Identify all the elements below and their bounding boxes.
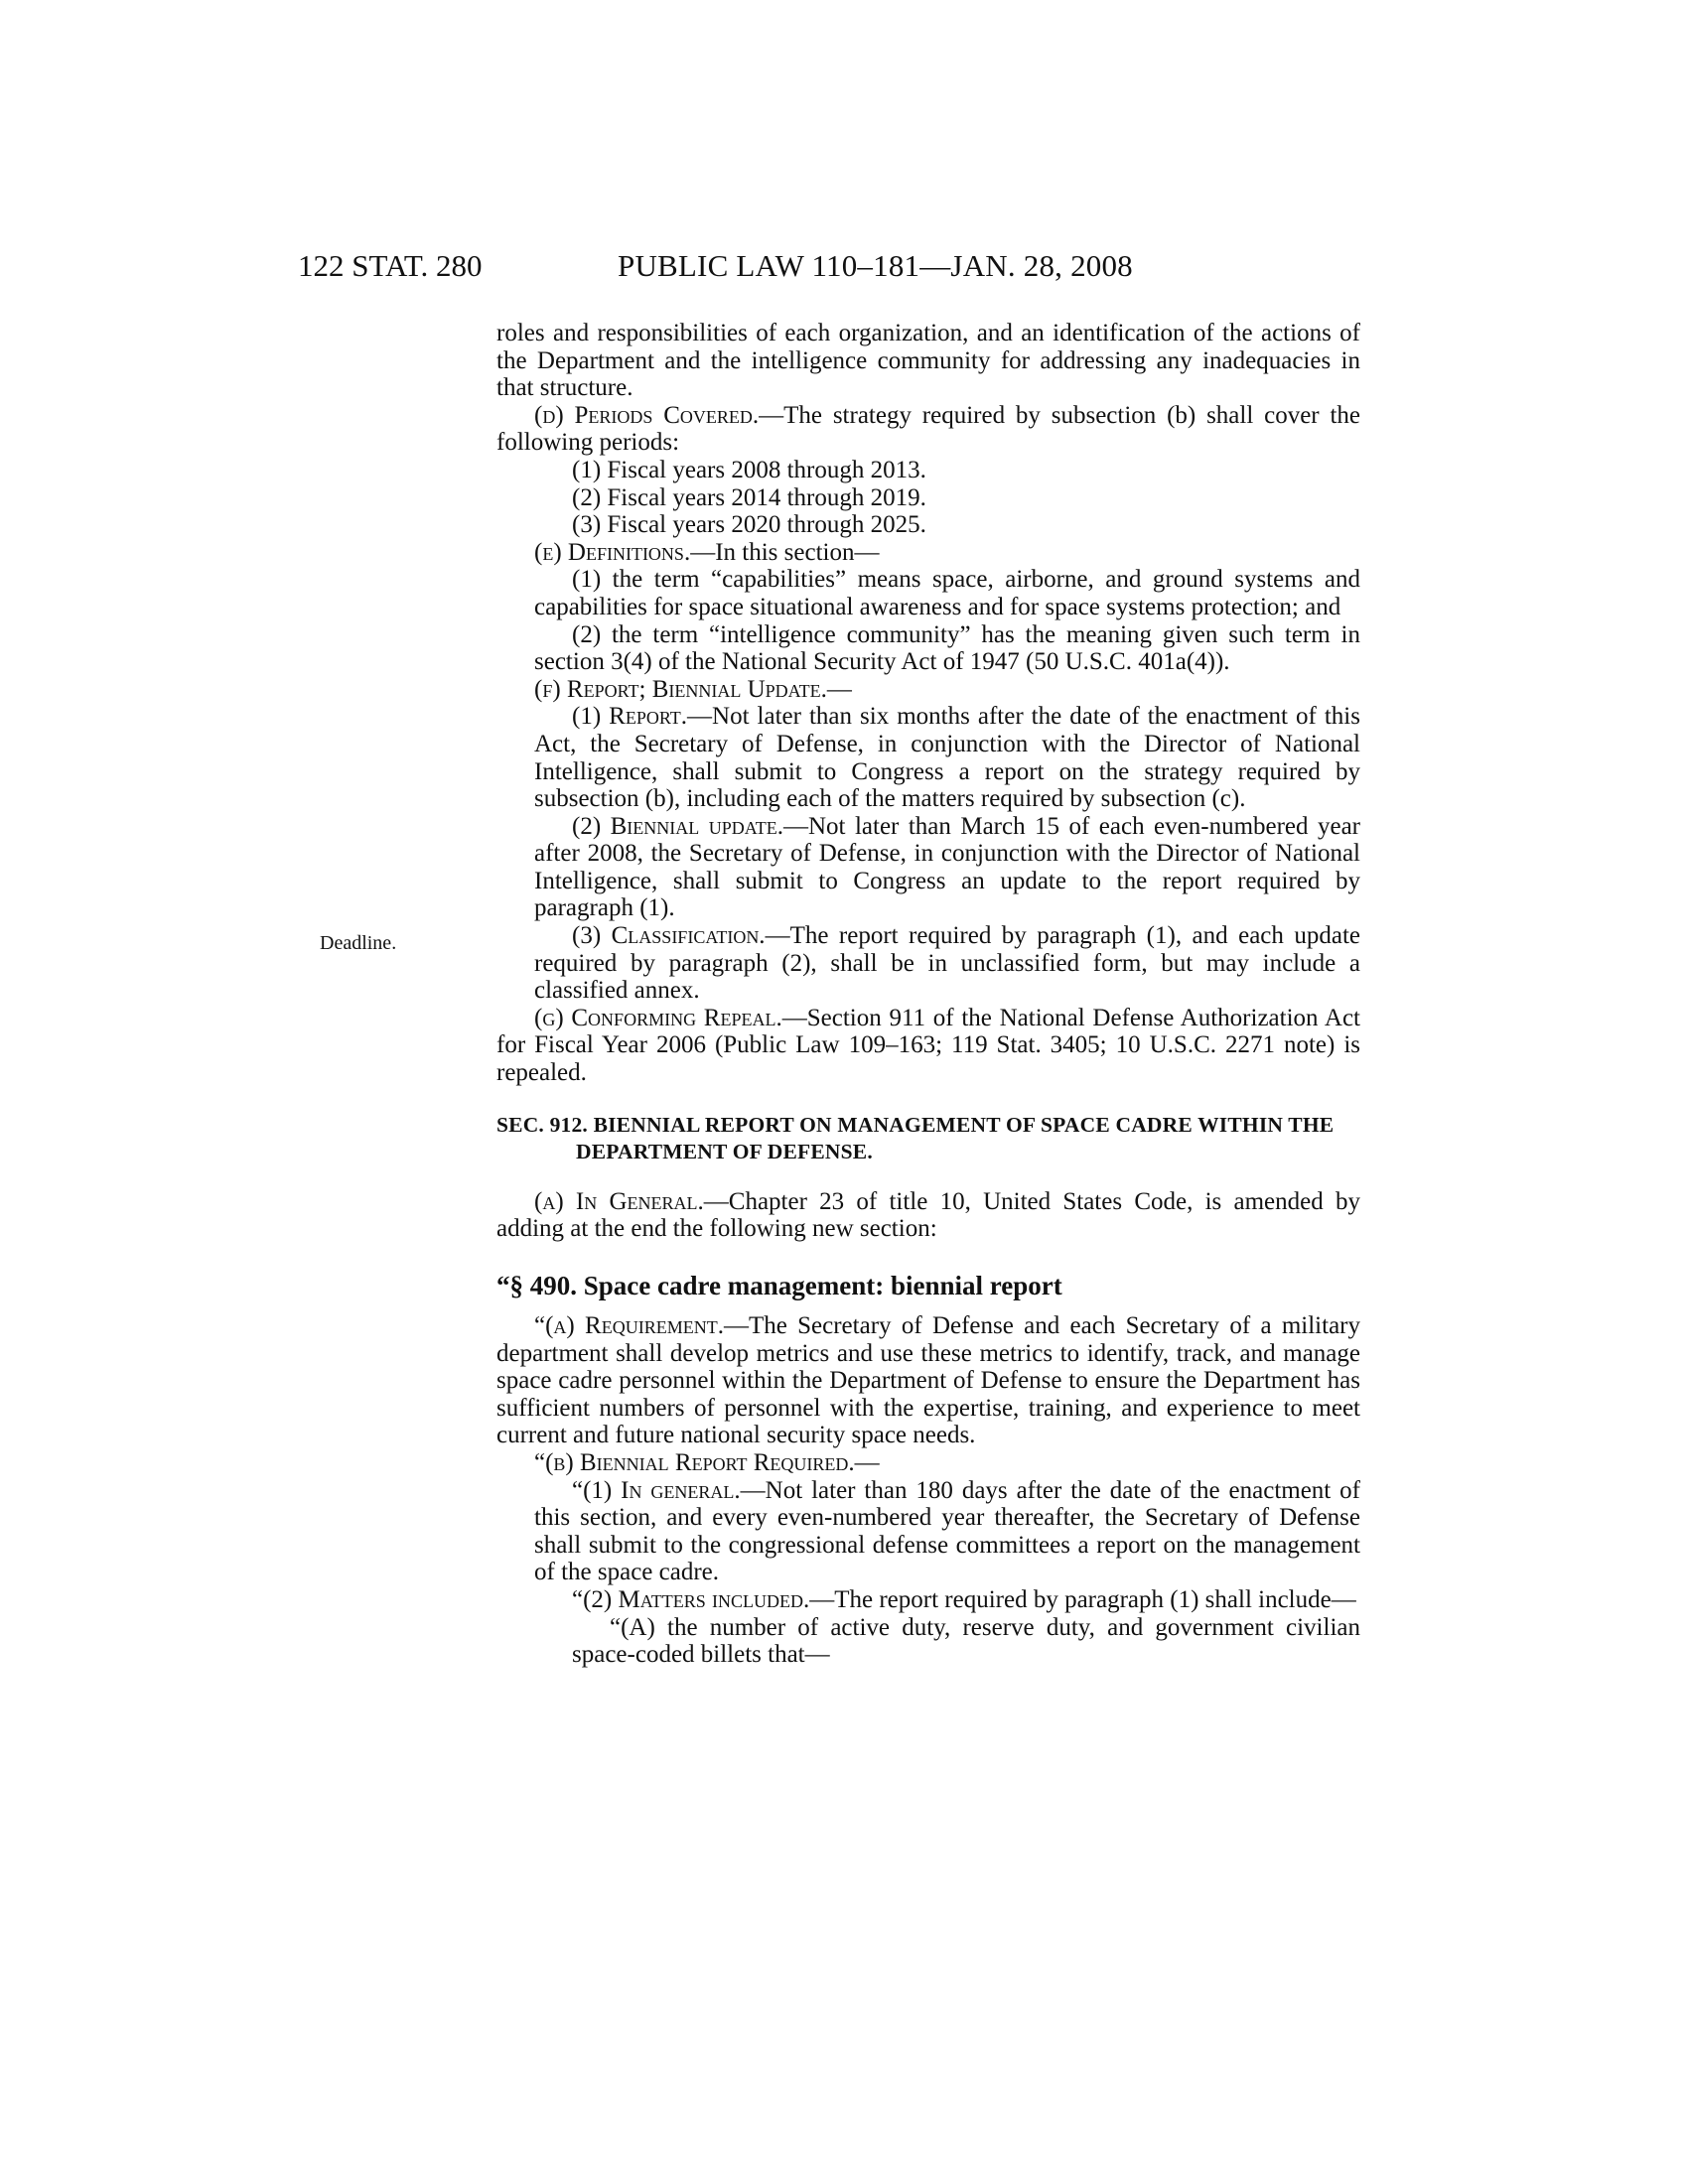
section-heading: SEC. 912. BIENNIAL REPORT ON MANAGEMENT OF SPACE CADRE WITHIN THE DEPARTMENT OF DEFENSE. (496, 1112, 1335, 1164)
subsection-a-text: —Chapter 23 of title 10, United States Code, is amended by adding at the end the following new section: (496, 1187, 1360, 1243)
paragraph-heading: In general. (621, 1476, 741, 1504)
paragraph-text: —Not later than six months after the date of the enactment of this Act, the Secretary of Defense, in conjunction with the Director of National Intelligence, shall submit to Congress a report on the strategy required by subsection (b), including each of the matters required by subsection (c). (534, 703, 1360, 813)
paragraph-classification (496, 922, 1360, 1005)
paragraph-text: —The report required by paragraph (1), and each update required by paragraph (2), shall be in unclassified form, but may include a classified annex. (534, 922, 1360, 1005)
page-stat-number: 122 STAT. 280 (298, 248, 483, 283)
paragraph-heading: Report. (609, 703, 688, 731)
subsection-a (496, 1188, 1360, 1243)
subsection-f (496, 676, 1360, 704)
definition-intelligence-community: (2) the term “intelligence community” has the meaning given such term in section 3(4) of the National Security Act of 1947 (50 U.S.C. 401a(4)). (534, 620, 1360, 676)
subsection-f-text: — (826, 675, 852, 703)
list-item: (1) Fiscal years 2008 through 2013. (572, 456, 926, 483)
subsection-f-heading: (f) Report; Biennial Update. (534, 675, 827, 703)
subsection-d (496, 402, 1360, 457)
subsection-e-heading: (e) Definitions. (534, 538, 691, 566)
matters-included-paragraph (496, 1586, 1360, 1614)
list-item: (3) Fiscal years 2020 through 2025. (572, 511, 926, 539)
paragraph-heading: Matters included. (618, 1585, 810, 1613)
section-490-heading: “§ 490. Space cadre management: biennial report (496, 1271, 1062, 1300)
paragraph-continuation: roles and responsibilities of each organization, and an identification of the actions of the Department and the intelligence community for addressing any inadequacies in that structure. (496, 320, 1360, 402)
requirement-heading: “(a) Requirement. (534, 1312, 724, 1339)
subsection-e (496, 539, 1360, 567)
paragraph-number: (2) (572, 812, 611, 840)
subsection-a-heading: (a) In General. (534, 1187, 704, 1215)
biennial-report-heading: “(b) Biennial Report Required. (534, 1448, 855, 1476)
paragraph-heading: Biennial update. (610, 812, 783, 840)
biennial-report-paragraph (496, 1449, 1360, 1477)
biennial-report-text: — (854, 1448, 880, 1476)
paragraph-text: —Not later than 180 days after the date of the enactment of this section, and every even-numbered year thereafter, the Secretary of Defense shall submit to the congressional defense committees a report on the management of the space cadre. (534, 1476, 1360, 1586)
subsection-d-heading: (d) Periods Covered. (534, 401, 760, 429)
requirement-text: —The Secretary of Defense and each Secretary of a military department shall develop metrics and use these metrics to identify, track, and manage space cadre personnel within the Department of Defense to ensure the Department has sufficient numbers of personnel with the expertise, training, and experience to meet current and future national security space needs. (496, 1312, 1360, 1449)
paragraph-heading: Classification. (611, 922, 766, 950)
margin-note-deadline: Deadline. (320, 932, 397, 954)
in-general-paragraph (496, 1477, 1360, 1586)
subsection-g-text: —Section 911 of the National Defense Authorization Act for Fiscal Year 2006 (Public Law 109–163; 119 Stat. 3405; 10 U.S.C. 2271 note) is repealed. (496, 1004, 1360, 1087)
subsection-g (496, 1005, 1360, 1087)
subparagraph-a: “(A) the number of active duty, reserve duty, and government civilian space-coded billets that— (572, 1613, 1360, 1669)
requirement-paragraph (496, 1312, 1360, 1449)
paragraph-biennial-update (496, 813, 1360, 922)
definition-capabilities: (1) the term “capabilities” means space, airborne, and ground systems and capabilities for space situational awareness and for space systems protection; and (534, 566, 1360, 620)
running-head-law-title: PUBLIC LAW 110–181—JAN. 28, 2008 (618, 248, 1133, 283)
list-item: (2) Fiscal years 2014 through 2019. (572, 483, 926, 511)
paragraph-number: (1) (572, 703, 610, 731)
body-text (496, 320, 1360, 1669)
subsection-e-text: —In this section— (690, 538, 880, 566)
paragraph-text: —The report required by paragraph (1) shall include— (809, 1585, 1356, 1613)
subsection-g-heading: (g) Conforming Repeal. (534, 1004, 782, 1031)
subsection-d-text: —The strategy required by subsection (b) shall cover the following periods: (496, 401, 1361, 457)
paragraph-number: (3) (572, 922, 612, 950)
paragraph-number: “(1) (572, 1476, 622, 1504)
paragraph-number: “(2) (572, 1585, 619, 1613)
paragraph-text: —Not later than March 15 of each even-numbered year after 2008, the Secretary of Defense, in conjunction with the Director of National Intelligence, shall submit to Congress an update to the report required by paragraph (1). (534, 812, 1361, 922)
paragraph-report (496, 703, 1360, 812)
